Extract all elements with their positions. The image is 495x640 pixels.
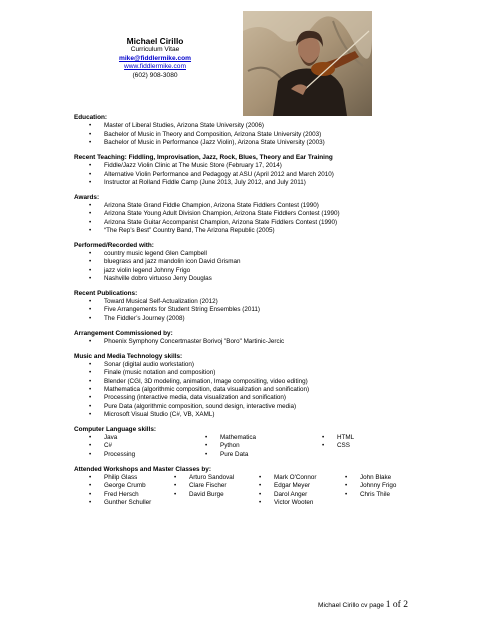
list-item: • Fiddle/Jazz Violin Clinic at The Music Store (February 17, 2014) <box>74 162 474 170</box>
section-title: Recent Publications: <box>74 289 138 297</box>
list-item: • Gunther Schuller <box>74 499 159 507</box>
section-education <box>74 114 474 147</box>
list-item: • Toward Musical Self-Actualization (2012) <box>74 298 474 306</box>
list-item: • Arturo Sandoval <box>159 474 244 482</box>
list-item: • Microsoft Visual Studio (C#, VB, XAML) <box>74 411 474 419</box>
list-item: • Johnny Frigo <box>330 482 420 490</box>
section-title: Education: <box>74 114 108 121</box>
section-title: Awards: <box>74 193 100 201</box>
list-item: • Philip Glass <box>74 474 159 482</box>
list-item: • Mathematica (algorithmic composition, data visualization and sonification) <box>74 386 474 394</box>
cv-subtitle: Curriculum Vitae <box>130 46 180 53</box>
list-item: • The Fiddler’s Journey (2008) <box>74 315 474 323</box>
list-item: • Processing <box>74 451 190 459</box>
list-item: • Arizona State Grand Fiddle Champion, Arizona State Fiddlers Contest (1990) <box>74 202 474 210</box>
list-item: • Sonar (digital audio workstation) <box>74 361 474 369</box>
list-item: • Phoenix Symphony Concertmaster Borivoj "Boro" Martinic-Jercic <box>74 338 474 346</box>
list-item: • jazz violin legend Johnny Frigo <box>74 267 474 275</box>
list-item: • Chris Thile <box>330 491 420 499</box>
section-workshops <box>74 466 474 508</box>
list-item: • Java <box>74 434 190 442</box>
section-title: Arrangement Commissioned by: <box>74 329 173 337</box>
list-item: • Alternative Violin Performance and Pedagogy at ASU (April 2012 and March 2010) <box>74 171 474 179</box>
violinist-photo-icon <box>243 11 372 116</box>
list-item: • Nashville dobro virtuoso Jerry Douglas <box>74 275 474 283</box>
section-title: Attended Workshops and Master Classes by: <box>74 465 211 473</box>
list-item: • Darol Anger <box>244 491 330 499</box>
section-title: Computer Language skills: <box>74 425 157 433</box>
list-item: • Arizona State Young Adult Division Champion, Arizona State Fiddlers Contest (1990) <box>74 210 474 218</box>
list-item: • HTML <box>307 434 407 442</box>
list-item: • Master of Liberal Studies, Arizona State University (2006) <box>74 122 474 130</box>
list-item: • Victor Wooten <box>244 499 330 507</box>
list-item: • Mathematica <box>190 434 307 442</box>
page-footer <box>318 600 408 610</box>
list-item: • Bachelor of Music in Performance (Jazz Violin), Arizona State University (2003) <box>74 139 474 147</box>
email-link[interactable]: mike@fiddlermike.com <box>118 54 192 62</box>
cv-name: Michael Cirillo <box>126 36 184 46</box>
list-item: • Clare Fischer <box>159 482 244 490</box>
section-awards <box>74 194 474 236</box>
section-performed <box>74 242 474 284</box>
footer-label: Michael Cirillo cv page <box>318 602 386 609</box>
list-item: • Finale (music notation and composition) <box>74 369 474 377</box>
section-media-skills <box>74 353 474 419</box>
list-item: • Arizona State Guitar Accompanist Champion, Arizona State Fiddlers Contest (1990) <box>74 219 474 227</box>
list-item: • Five Arrangements for Student String Ensembles (2011) <box>74 306 474 314</box>
list-item: • bluegrass and jazz mandolin icon David Grisman <box>74 258 474 266</box>
section-publications <box>74 290 474 323</box>
list-item: • Processing (interactive media, data visualization and sonification) <box>74 394 474 402</box>
list-item: • C# <box>74 442 190 450</box>
section-languages <box>74 426 474 459</box>
section-title: Performed/Recorded with: <box>74 241 154 249</box>
section-arrangement <box>74 330 474 347</box>
list-item: • Pure Data <box>190 451 307 459</box>
website-link[interactable]: www.fiddlermike.com <box>124 63 186 71</box>
list-item: • John Blake <box>330 474 420 482</box>
cv-header <box>95 36 215 80</box>
list-item: • Mark O'Connor <box>244 474 330 482</box>
list-item: • Pure Data (algorithmic composition, sound design, interactive media) <box>74 403 474 411</box>
section-title: Music and Media Technology skills: <box>74 352 183 360</box>
violinist-photo <box>243 11 372 116</box>
phone-number: (602) 908-3080 <box>132 71 178 79</box>
cv-content <box>74 114 474 514</box>
list-item: • Instructor at Rolland Fiddle Camp (June 2013, July 2012, and July 2011) <box>74 179 474 187</box>
list-item: • CSS <box>307 442 407 450</box>
list-item: • Blender (CGI, 3D modeling, animation, Image compositing, video editing) <box>74 378 474 386</box>
list-item: • “The Rep’s Best” Country Band, The Arizona Republic (2005) <box>74 227 474 235</box>
list-item: • George Crumb <box>74 482 159 490</box>
page-number: 1 of 2 <box>385 600 408 610</box>
list-item: • country music legend Glen Campbell <box>74 250 474 258</box>
list-item: • Fred Hersch <box>74 491 159 499</box>
section-title: Recent Teaching: Fiddling, Improvisation, Jazz, Rock, Blues, Theory and Ear Training <box>74 153 333 161</box>
section-teaching <box>74 154 474 187</box>
list-item: • David Burge <box>159 491 244 499</box>
list-item: • Edgar Meyer <box>244 482 330 490</box>
list-item: • Python <box>190 442 307 450</box>
list-item: • Bachelor of Music in Theory and Composition, Arizona State University (2003) <box>74 131 474 139</box>
